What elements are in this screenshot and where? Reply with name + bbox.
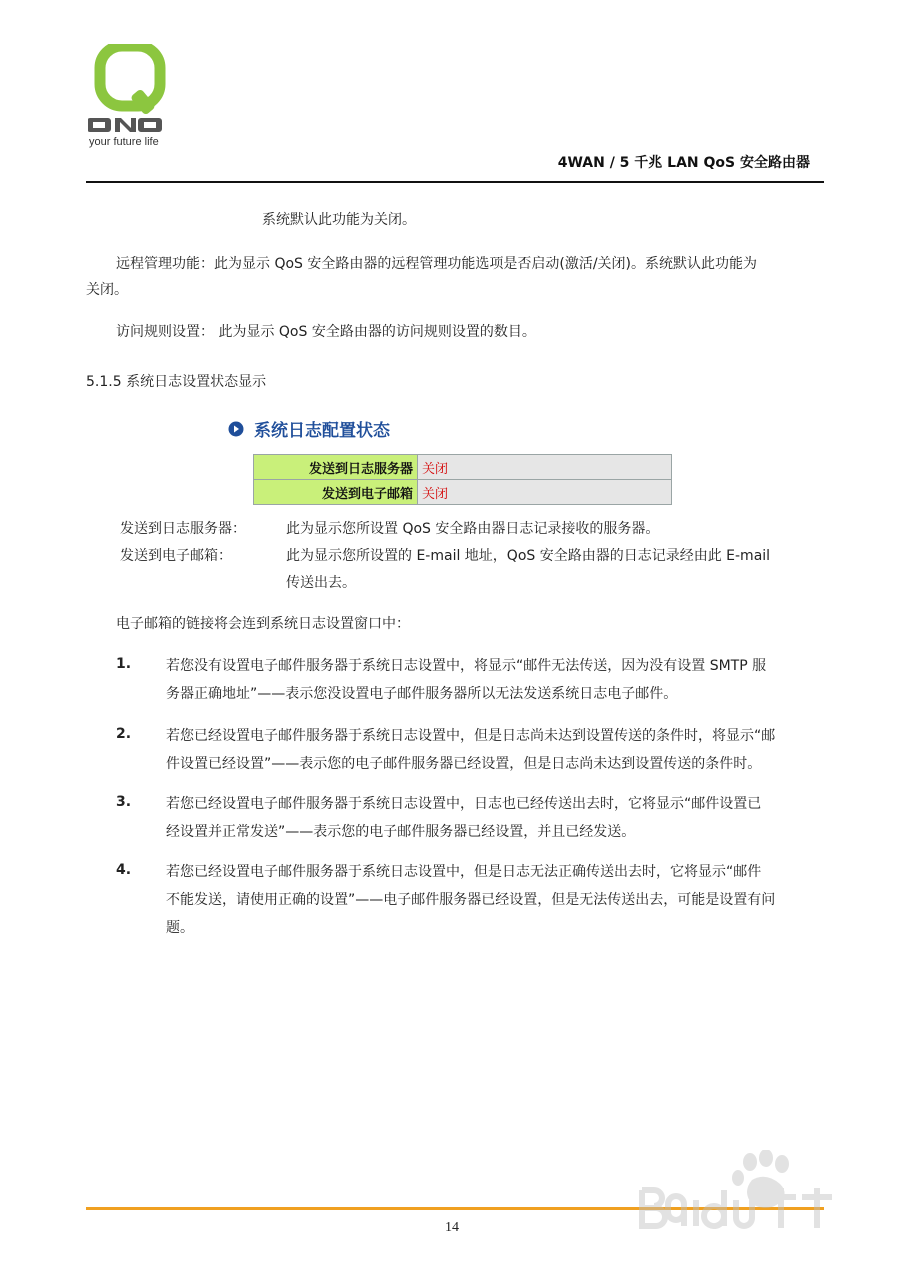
row-value: 关闭 bbox=[418, 480, 672, 505]
syslog-status-table bbox=[253, 454, 672, 505]
list-item-line: 不能发送，请使用正确的设置”——电子邮件服务器已经设置，但是无法传送出去，可能是设置有问 bbox=[166, 892, 776, 908]
remote-mgmt-line-2: 关闭。 bbox=[86, 282, 128, 298]
baidu-watermark bbox=[632, 1150, 842, 1270]
list-item-line: 经设置并正常发送”——表示您的电子邮件服务器已经设置，并且已经发送。 bbox=[166, 824, 636, 840]
syslog-config-title bbox=[228, 416, 390, 441]
table-row bbox=[254, 480, 672, 505]
list-number: 4. bbox=[116, 862, 132, 878]
access-rules-paragraph: 访问规则设置： 此为显示 QoS 安全路由器的访问规则设置的数目。 bbox=[116, 324, 536, 340]
list-item-line: 若您已经设置电子邮件服务器于系统日志设置中，但是日志尚未达到设置传送的条件时，将显示“邮 bbox=[166, 728, 776, 744]
list-item-line: 若您没有设置电子邮件服务器于系统日志设置中，将显示“邮件无法传送，因为没有设置 SMTP 服 bbox=[166, 658, 767, 674]
list-item bbox=[166, 790, 822, 846]
default-off-note: 系统默认此功能为关闭。 bbox=[262, 212, 416, 228]
email-intro: 电子邮箱的链接将会连到系统日志设置窗口中： bbox=[116, 616, 410, 632]
list-item-line: 若您已经设置电子邮件服务器于系统日志设置中，日志也已经传送出去时，它将显示“邮件设置已 bbox=[166, 796, 762, 812]
list-item-line: 若您已经设置电子邮件服务器于系统日志设置中，但是日志无法正确传送出去时，它将显示“邮件 bbox=[166, 864, 762, 880]
definition-desc: 此为显示您所设置 QoS 安全路由器日志记录接收的服务器。 bbox=[286, 521, 660, 537]
definition-desc: 此为显示您所设置的 E-mail 地址，QoS 安全路由器的日志记录经由此 E-mail bbox=[286, 548, 771, 564]
definition-desc-cont: 传送出去。 bbox=[286, 575, 356, 591]
logo-tagline: your future life bbox=[89, 136, 159, 148]
list-item bbox=[166, 652, 822, 708]
page-number: 14 bbox=[445, 1220, 459, 1235]
definition-term: 发送到电子邮箱： bbox=[120, 548, 232, 564]
table-row bbox=[254, 455, 672, 480]
row-label: 发送到电子邮箱 bbox=[254, 480, 418, 505]
list-number: 3. bbox=[116, 794, 132, 810]
list-number: 2. bbox=[116, 726, 132, 742]
row-label: 发送到日志服务器 bbox=[254, 455, 418, 480]
definition-term: 发送到日志服务器： bbox=[120, 521, 246, 537]
row-value: 关闭 bbox=[418, 455, 672, 480]
list-item-line: 务器正确地址”——表示您没设置电子邮件服务器所以无法发送系统日志电子邮件。 bbox=[166, 686, 678, 702]
list-item-line: 题。 bbox=[166, 920, 194, 936]
list-item bbox=[166, 858, 822, 942]
document-header-title: 4WAN / 5 千兆 LAN QoS 安全路由器 bbox=[557, 155, 810, 171]
list-item bbox=[166, 722, 822, 778]
arrow-circle-icon bbox=[228, 421, 244, 437]
syslog-config-title-text: 系统日志配置状态 bbox=[254, 421, 390, 441]
list-number: 1. bbox=[116, 656, 132, 672]
header-divider bbox=[86, 181, 824, 183]
section-heading: 5.1.5 系统日志设置状态显示 bbox=[86, 374, 267, 390]
remote-mgmt-line-1: 远程管理功能：此为显示 QoS 安全路由器的远程管理功能选项是否启动(激活/关闭)。系统默认此功能为 bbox=[116, 256, 758, 272]
list-item-line: 件设置已经设置”——表示您的电子邮件服务器已经设置，但是日志尚未达到设置传送的条件时。 bbox=[166, 756, 762, 772]
